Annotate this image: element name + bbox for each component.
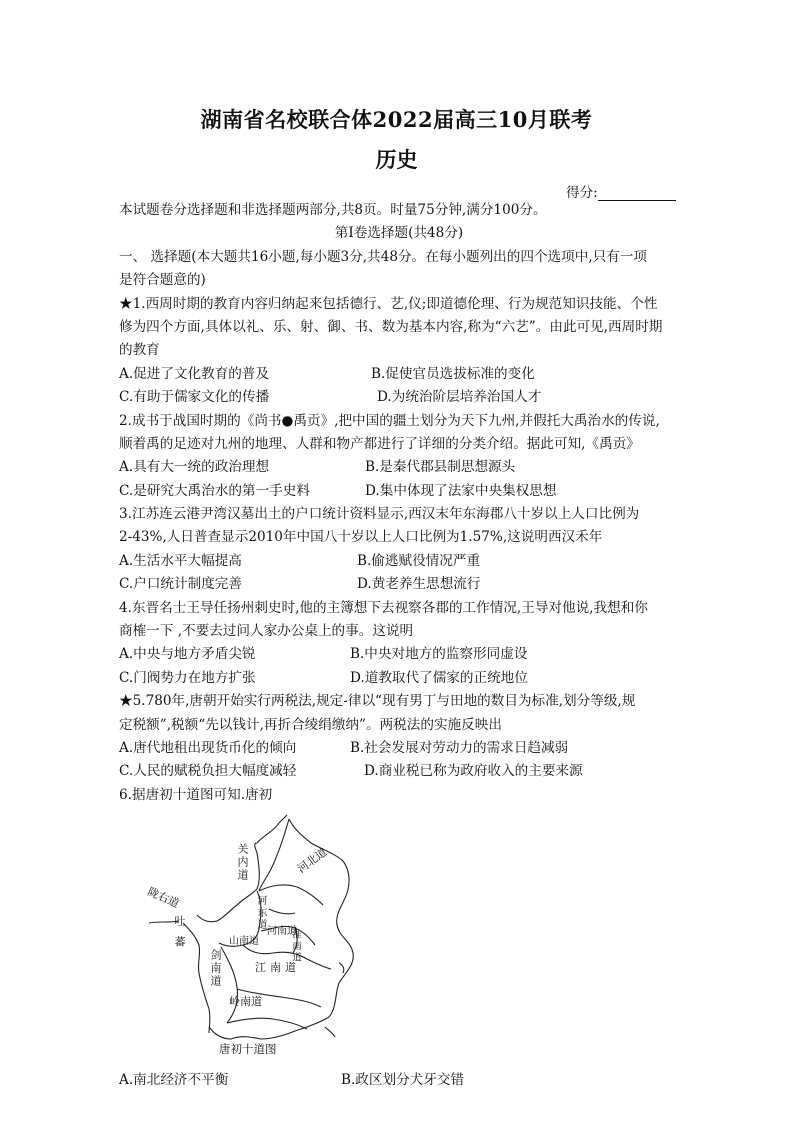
label-guannei: 关内道 bbox=[236, 843, 249, 883]
question-6 bbox=[119, 784, 679, 1093]
label-hebei bbox=[295, 845, 330, 878]
option-d[interactable]: D.道教取代了儒家的正统地位 bbox=[350, 669, 528, 686]
section-instructions-line: 是符合题意的) bbox=[119, 272, 206, 289]
question-stem: 顺着禹的足迹对九州的地理、人群和物产都进行了详细的分类介绍。据此可知,《禹贡》 bbox=[119, 435, 640, 452]
option-a[interactable]: A.具有大一统的政治理想 bbox=[119, 459, 270, 476]
option-d[interactable]: D.商业税已称为政府收入的主要来源 bbox=[364, 763, 583, 780]
question-2 bbox=[119, 410, 679, 504]
option-b[interactable]: B.是秦代郡县制思想源头 bbox=[365, 459, 516, 476]
question-stem: 3.江苏连云港尹湾汉墓出土的户口统计资料显示,西汉末年东海郡八十岁以上人口比例为 bbox=[119, 506, 640, 523]
label-longyou bbox=[145, 885, 201, 911]
option-d[interactable]: D.黄老养生思想流行 bbox=[357, 576, 481, 593]
option-c[interactable]: C.户口统计制度完善 bbox=[119, 576, 242, 593]
score-field bbox=[566, 181, 676, 201]
option-b[interactable]: B.偷逃赋役情况严重 bbox=[357, 552, 481, 569]
question-stem: 商榷一下 ,不要去过问人家办公桌上的事。这说明 bbox=[119, 623, 414, 640]
option-a[interactable]: A.促进了文化教育的普及 bbox=[119, 365, 270, 382]
option-d[interactable]: D.为统治阶层培养治国人才 bbox=[377, 389, 542, 406]
section-instructions-line: 一、 选择题(本大题共16小题,每小题3分,共48分。在每小题列出的四个选项中,只有一项 bbox=[119, 248, 648, 265]
question-stem: 2-43%,人日普查显示2010年中国八十岁以上人口比例为1.57%,这说明西汉禾年 bbox=[119, 529, 603, 546]
label-hebei-text: 河北道 bbox=[295, 845, 330, 876]
exam-body bbox=[119, 199, 679, 1093]
option-c[interactable]: C.门阀势力在地方扩张 bbox=[119, 669, 256, 686]
exam-title: 湖南省名校联合体2022届高三10月联考 bbox=[200, 107, 593, 132]
question-stem: 定税额”,税额“先以钱计,再折合绫绢缴纳”。两税法的实施反映出 bbox=[119, 716, 502, 733]
option-b[interactable]: B.政区划分犬牙交错 bbox=[341, 1072, 465, 1089]
subject-title: 历史 bbox=[375, 147, 418, 172]
option-a[interactable]: A.南北经济不平衡 bbox=[119, 1072, 229, 1089]
label-lingnan: 岭南道 bbox=[229, 995, 262, 1009]
label-tubo: 吐蕃 bbox=[173, 915, 186, 958]
question-stem: 的教育 bbox=[119, 342, 160, 359]
question-4 bbox=[119, 597, 679, 691]
question-5 bbox=[119, 690, 679, 784]
option-a[interactable]: A.唐代地租出现货币化的倾向 bbox=[119, 739, 297, 756]
map-caption: 唐初十道图 bbox=[219, 1042, 277, 1057]
option-b[interactable]: B.社会发展对劳动力的需求日趋减弱 bbox=[350, 739, 569, 756]
option-c[interactable]: C.人民的赋税负担大幅度减轻 bbox=[119, 763, 297, 780]
label-shannan: 山南道 bbox=[229, 936, 259, 948]
question-stem: 2.成书于战国时期的《尚书●禹贡》,把中国的疆土划分为天下九州,并假托大禹治水的传说, bbox=[119, 412, 660, 429]
question-stem: 6.据唐初十道图可知.唐初 bbox=[119, 786, 273, 803]
question-stem: 4.东晋名士王导任扬州刺史时,他的主簿想下去视察各郡的工作情况,王导对他说,我想和你 bbox=[119, 599, 648, 616]
question-1 bbox=[119, 293, 679, 410]
label-huainan: 淮南道 bbox=[290, 929, 301, 964]
question-3 bbox=[119, 503, 679, 597]
label-hedong: 河东道 bbox=[255, 895, 266, 932]
tang-ten-circuits-map bbox=[139, 813, 379, 1065]
score-label: 得分: bbox=[566, 185, 598, 201]
option-c[interactable]: C.是研究大禹治水的第一手史料 bbox=[119, 482, 310, 499]
question-stem: ★5.780年,唐朝开始实行两税法,规定-律以“现有男丁与田地的数目为标准,划分等级,规 bbox=[119, 693, 636, 710]
option-a[interactable]: A.生活水平大幅提高 bbox=[119, 552, 242, 569]
question-stem: ★1.西周时期的教育内容归纳起来包括德行、艺,仪;即道德伦理、行为规范知识技能、个性 bbox=[119, 295, 658, 312]
label-henan: 河南道 bbox=[267, 926, 297, 938]
section-title: 第I卷选择题(共48分) bbox=[334, 225, 464, 242]
question-stem: 修为四个方面,具体以礼、乐、射、御、书、数为基本内容,称为“六艺”。由此可见,西周时期 bbox=[119, 318, 663, 335]
option-a[interactable]: A.中央与地方矛盾尖锐 bbox=[119, 646, 256, 663]
label-jiangnan: 江南道 bbox=[255, 961, 300, 975]
intro-text: 本试题卷分选择题和非选择题两部分,共8页。时量75分钟,满分100分。 bbox=[119, 202, 547, 218]
option-b[interactable]: B.中央对地方的监察形同虚设 bbox=[350, 646, 528, 663]
label-longyou-text: 陇右道 bbox=[145, 885, 182, 911]
option-d[interactable]: D.集中体现了法家中央集权思想 bbox=[365, 482, 557, 499]
label-jiannan: 剑南道 bbox=[209, 949, 222, 989]
option-c[interactable]: C.有助于儒家文化的传播 bbox=[119, 389, 270, 406]
option-b[interactable]: B.促使官员选拔标准的变化 bbox=[371, 365, 535, 382]
